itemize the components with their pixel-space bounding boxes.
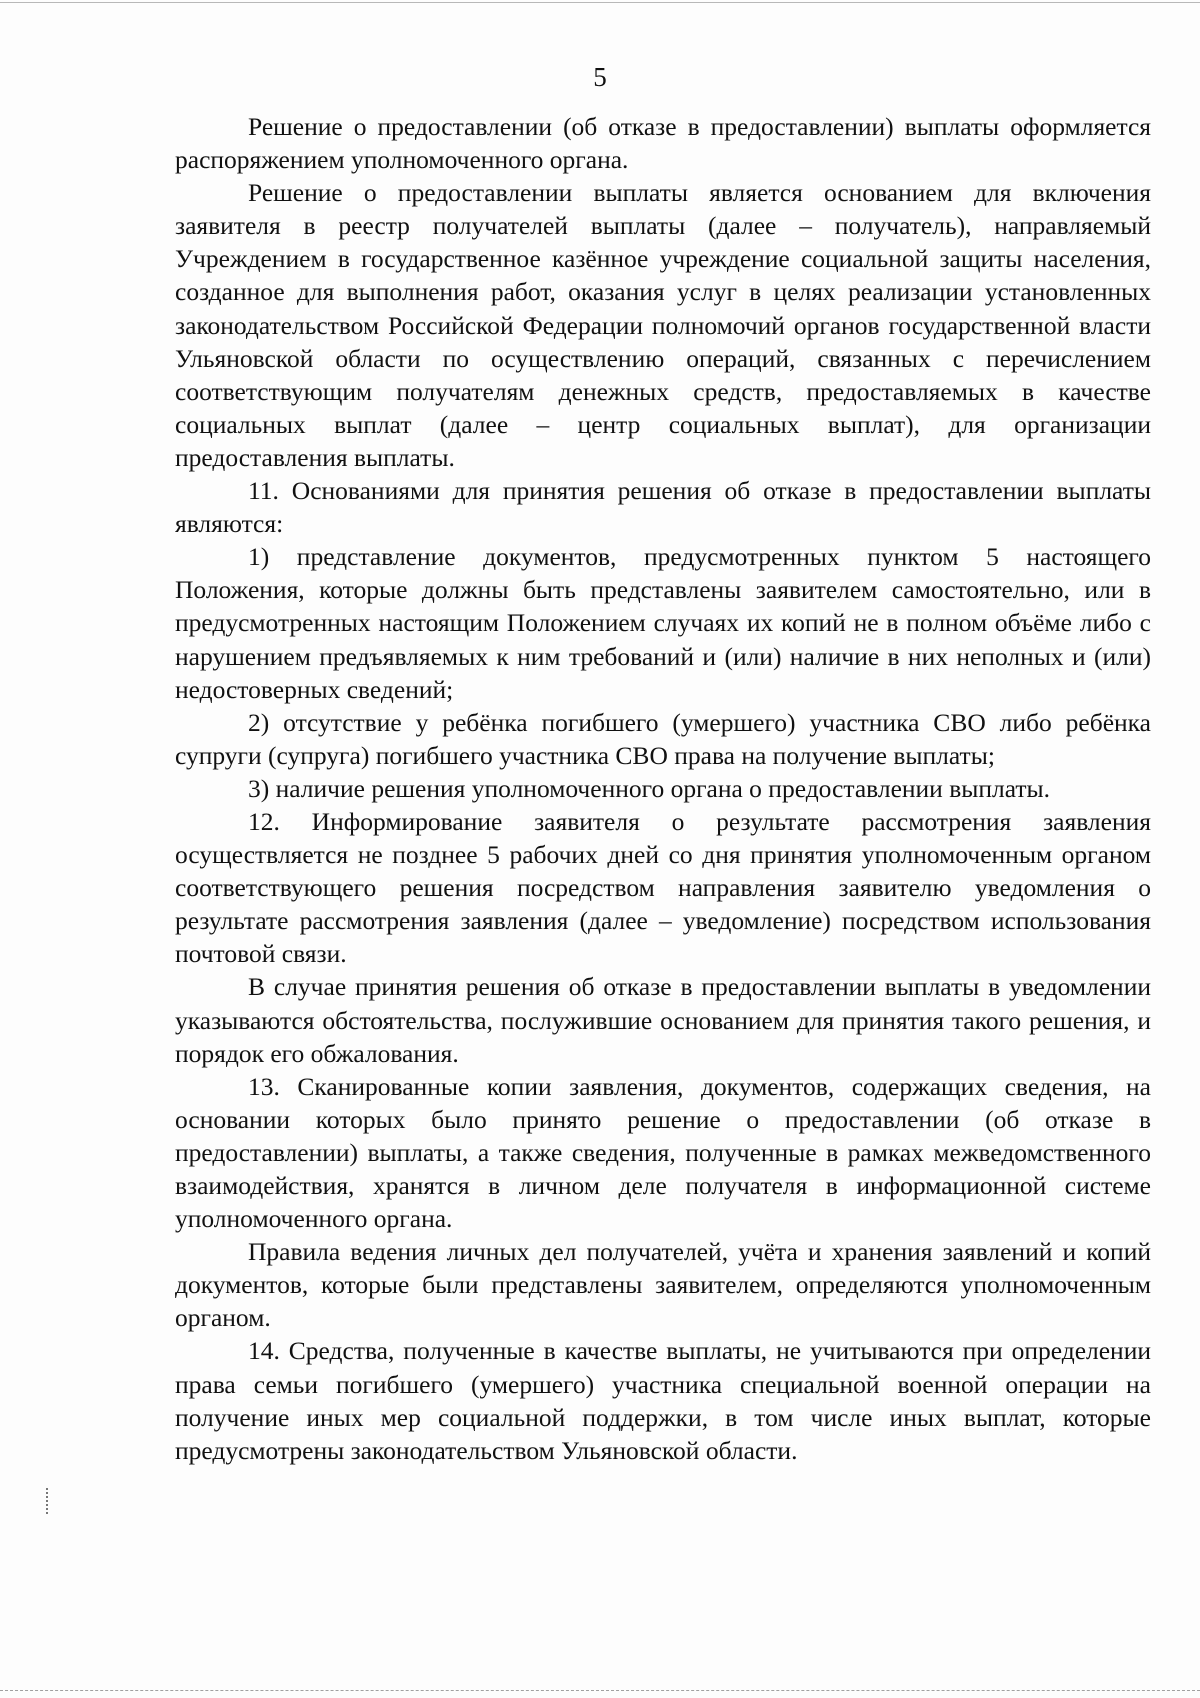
document-body (175, 110, 1151, 1467)
paragraph-record-keeping-rules: Правила ведения личных дел получателей, учёта и хранения заявлений и копий документов, которые были представлены заявителем, определяются уполномоченным органом. (175, 1237, 1151, 1333)
list-item-11-1: 1) представление документов, предусмотренных пунктом 5 настоящего Положения, которые должны быть представлены заявителем самостоятельно, или в предусмотренных настоящим Положением случаях их копий не в полном объёме либо с нарушением предъявляемых к ним требований и (или) наличие в них неполных и (или) недостоверных сведений; (175, 542, 1151, 704)
paragraph-13-scanned-copies: 13. Сканированные копии заявления, документов, содержащих сведения, на основании которых было принято решение о предоставлении (об отказе в предоставлении) выплаты, а также сведения, полученные в рамках межведомственного взаимодействия, хранятся в личном деле получателя в информационной системе уполномоченного органа. (175, 1071, 1151, 1234)
list-item-11-3: 3) наличие решения уполномоченного органа о предоставлении выплаты. (248, 773, 1051, 803)
paragraph-12-notification: 12. Информирование заявителя о результате рассмотрения заявления осуществляется не позднее 5 рабочих дней со дня принятия уполномоченным органом соответствующего решения посредством направления заявителю уведомления о результате рассмотрения заявления (далее – уведомление) посредством использования почтовой связи. (175, 806, 1151, 969)
top-scan-edge (0, 2, 1200, 3)
paragraph-14-funds: 14. Средства, полученные в качестве выплаты, не учитываются при определении права семьи погибшего (умершего) участника специальной военной операции на получение иных мер социальной поддержки, в том числе иных выплат, которые предусмотрены законодательством Ульяновской области. (175, 1336, 1151, 1465)
page-number: 5 (593, 62, 607, 92)
bottom-scan-edge (0, 1690, 1200, 1691)
margin-scan-mark (46, 1488, 52, 1514)
paragraph-refusal-notice: В случае принятия решения об отказе в предоставлении выплаты в уведомлении указываются обстоятельства, послужившие основанием для принятия такого решения, и порядок его обжалования. (175, 972, 1151, 1068)
paragraph-registry-inclusion: Решение о предоставлении выплаты является основанием для включения заявителя в реестр получателей выплаты (далее – получатель), направляемый Учреждением в государственное казённое учреждение социальной защиты населения, созданное для выполнения работ, оказания услуг в целях реализации установленных законодательством Российской Федерации полномочий органов государственной власти Ульяновской области по осуществлению операций, связанных с перечислением соответствующим получателям денежных средств, предоставляемых в качестве социальных выплат (далее – центр социальных выплат), для организации предоставления выплаты. (175, 178, 1151, 472)
paragraph-decision-form: Решение о предоставлении (об отказе в предоставлении) выплаты оформляется распоряжением уполномоченного органа. (175, 112, 1151, 175)
list-item-11-2: 2) отсутствие у ребёнка погибшего (умершего) участника СВО либо ребёнка супруги (супруга) погибшего участника СВО права на получение выплаты; (175, 707, 1151, 770)
paragraph-11-refusal-grounds: 11. Основаниями для принятия решения об отказе в предоставлении выплаты являются: (175, 476, 1151, 539)
